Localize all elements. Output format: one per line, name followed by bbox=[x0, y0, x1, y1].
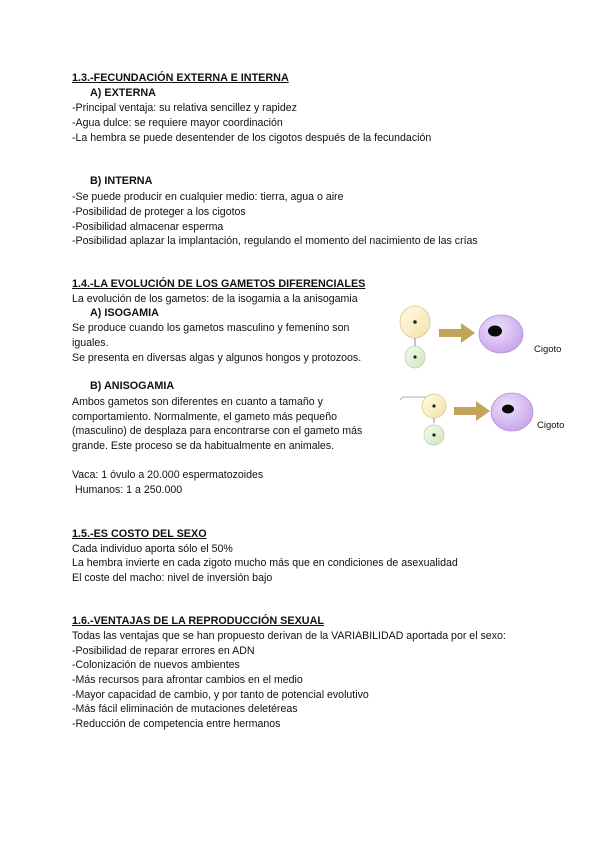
sperm-nucleus bbox=[432, 404, 435, 407]
zygote-label-1: Cigoto bbox=[534, 344, 562, 355]
anisogamia-line-4: grande. Este proceso se da habitualmente en animales. bbox=[72, 440, 335, 452]
gametes-intro: La evolución de los gametos: de la isogamia a la anisogamia bbox=[72, 293, 358, 305]
interna-line-1: -Se puede producir en cualquier medio: tierra, agua o aire bbox=[72, 191, 344, 203]
advantage-1: -Posibilidad de reparar errores en ADN bbox=[72, 645, 255, 657]
advantage-2: -Colonización de nuevos ambientes bbox=[72, 659, 240, 671]
zygote-nucleus-2 bbox=[502, 405, 514, 414]
externa-line-3: -La hembra se puede desentender de los cigotos después de la fecundación bbox=[72, 132, 432, 144]
isogamia-line-1: Se produce cuando los gametos masculino y femenino son bbox=[72, 322, 350, 334]
interna-heading: B) INTERNA bbox=[90, 175, 153, 187]
zygote-nucleus bbox=[488, 326, 502, 337]
male-gamete-nucleus bbox=[413, 320, 417, 324]
anisogamia-heading: B) ANISOGAMIA bbox=[90, 380, 175, 392]
cost-line-2: La hembra invierte en cada zigoto mucho más que en condiciones de asexualidad bbox=[72, 557, 458, 569]
cost-line-1: Cada individuo aporta sólo el 50% bbox=[72, 543, 233, 555]
isogamia-line-3: Se presenta en diversas algas y algunos hongos y protozoos. bbox=[72, 352, 362, 364]
isogamy-figure bbox=[395, 300, 575, 380]
advantage-3: -Más recursos para afrontar cambios en el medio bbox=[72, 674, 303, 686]
isogamia-line-2: iguales. bbox=[72, 337, 109, 349]
cost-line-3: El coste del macho: nivel de inversión bajo bbox=[72, 572, 273, 584]
externa-heading: A) EXTERNA bbox=[90, 87, 156, 99]
zygote-label-2: Cigoto bbox=[537, 420, 565, 431]
section-1-5-title: 1.5.-ES COSTO DEL SEXO bbox=[72, 528, 207, 540]
interna-line-4: -Posibilidad aplazar la implantación, regulando el momento del nacimiento de las crías bbox=[72, 235, 478, 247]
anisogamia-line-3: (masculino) de desplaza para encontrarse con el gameto más bbox=[72, 425, 363, 437]
ratio-line-1: Vaca: 1 óvulo a 20.000 espermatozoides bbox=[72, 469, 264, 481]
isogamia-heading: A) ISOGAMIA bbox=[90, 307, 159, 319]
female-gamete-nucleus bbox=[413, 355, 416, 358]
externa-line-1: -Principal ventaja: su relativa sencillez y rapidez bbox=[72, 102, 297, 114]
zygote-cell bbox=[479, 315, 523, 353]
advantage-5: -Más fácil eliminación de mutaciones deletéreas bbox=[72, 703, 298, 715]
section-1-4-title: 1.4.-LA EVOLUCIÓN DE LOS GAMETOS DIFERENCIALES bbox=[72, 278, 366, 290]
advantage-6: -Reducción de competencia entre hermanos bbox=[72, 718, 281, 730]
fusion-arrow bbox=[439, 323, 475, 343]
externa-line-2: -Agua dulce: se requiere mayor coordinación bbox=[72, 117, 283, 129]
interna-line-3: -Posibilidad almacenar esperma bbox=[72, 221, 224, 233]
anisogamia-line-1: Ambos gametos son diferentes en cuanto a tamaño y bbox=[72, 396, 323, 408]
fusion-arrow-2 bbox=[454, 401, 490, 421]
advantage-4: -Mayor capacidad de cambio, y por tanto de potencial evolutivo bbox=[72, 689, 369, 701]
ovum-nucleus bbox=[432, 433, 435, 436]
advantages-intro: Todas las ventajas que se han propuesto derivan de la VARIABILIDAD aportada por el sexo: bbox=[72, 630, 506, 642]
section-1-6-title: 1.6.-VENTAJAS DE LA REPRODUCCIÓN SEXUAL bbox=[72, 615, 324, 627]
ratio-line-2: Humanos: 1 a 250.000 bbox=[72, 484, 183, 496]
section-1-3-title: 1.3.-FECUNDACIÓN EXTERNA E INTERNA bbox=[72, 72, 289, 84]
interna-line-2: -Posibilidad de proteger a los cigotos bbox=[72, 206, 246, 218]
anisogamia-line-2: comportamiento. Normalmente, el gameto más pequeño bbox=[72, 411, 337, 423]
